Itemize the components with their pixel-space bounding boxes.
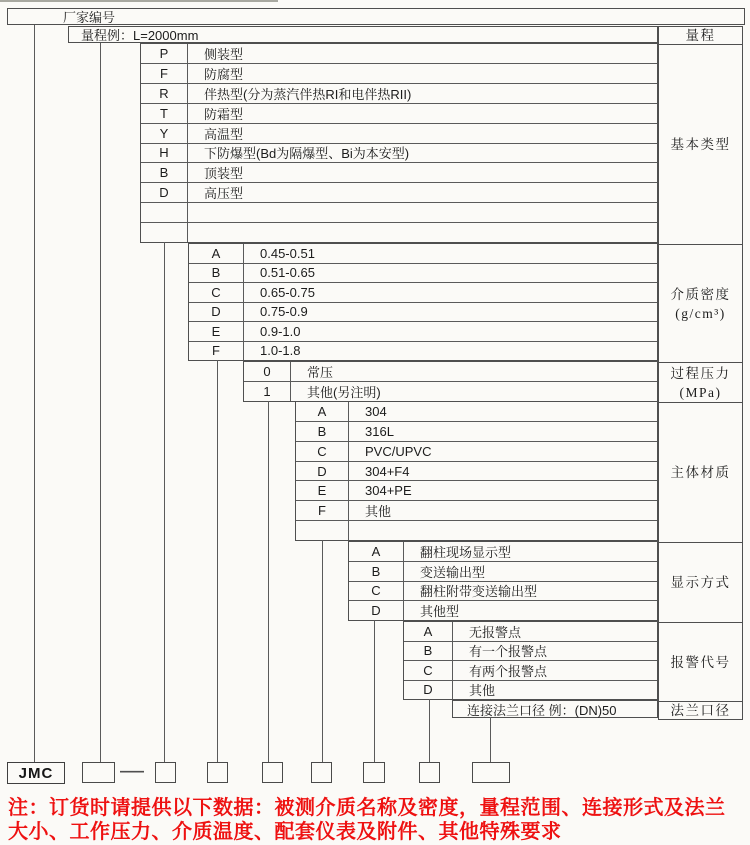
- section-flange: [452, 700, 658, 718]
- table-row: [141, 182, 657, 202]
- section-alarm: [403, 621, 658, 700]
- desc-cell: 防霜型: [204, 106, 244, 122]
- code-cell: H: [141, 144, 188, 163]
- top-edge-line: [0, 0, 278, 2]
- code-box-basic-type: [155, 762, 176, 783]
- section-pressure: [243, 361, 658, 402]
- table-row: [189, 282, 657, 302]
- connector-line: [374, 620, 375, 762]
- desc-cell: 下防爆型(Bd为隔爆型、Bi为本安型): [204, 146, 410, 162]
- desc-cell: 0.9-1.0: [260, 323, 301, 339]
- desc-cell: 高压型: [204, 186, 244, 202]
- table-row: [189, 321, 657, 341]
- flange-text: 连接法兰口径 例：(DN)50: [467, 702, 617, 718]
- table-row: [349, 581, 657, 601]
- code-cell: F: [141, 64, 188, 83]
- category-label-column: [658, 26, 743, 720]
- code-box-flange: [472, 762, 510, 783]
- code-cell: E: [296, 481, 349, 500]
- connector-line: [34, 25, 35, 762]
- code-cell: B: [349, 562, 404, 581]
- table-row: [349, 561, 657, 581]
- code-cell: A: [296, 402, 349, 421]
- label-material: 主体材质: [659, 402, 742, 542]
- range-example-label: 量程例：L=2000mm: [81, 28, 199, 43]
- manufacturer-number-row: [7, 8, 745, 25]
- table-row: [349, 600, 657, 620]
- table-row: [189, 263, 657, 283]
- desc-cell: 防腐型: [204, 66, 244, 82]
- desc-cell: 304+PE: [365, 483, 412, 499]
- table-row: [141, 222, 657, 242]
- code-cell: F: [189, 342, 244, 361]
- desc-cell: 伴热型(分为蒸汽伴热RI和电伴热RII): [204, 86, 412, 102]
- code-box-density: [207, 762, 228, 783]
- code-cell: D: [349, 601, 404, 620]
- code-box-display: [363, 762, 385, 783]
- order-note: [8, 796, 748, 844]
- table-row: [296, 520, 657, 540]
- table-row: [244, 381, 657, 401]
- code-cell: T: [141, 104, 188, 123]
- desc-cell: 高温型: [204, 126, 244, 142]
- table-row: [296, 500, 657, 520]
- code-cell: C: [296, 442, 349, 461]
- connector-line: [322, 540, 323, 762]
- code-cell: D: [189, 303, 244, 322]
- manufacturer-number-label: 厂家编号: [63, 10, 116, 25]
- desc-cell: 无报警点: [469, 624, 522, 640]
- table-row: [404, 680, 657, 700]
- label-density: 介质密度 (g/cm³): [659, 244, 742, 362]
- table-row: [141, 123, 657, 143]
- connector-line: [164, 242, 165, 762]
- table-row: [296, 480, 657, 500]
- code-cell: B: [296, 422, 349, 441]
- table-row: [189, 302, 657, 322]
- section-material: [295, 401, 658, 541]
- table-row: [296, 441, 657, 461]
- code-box-material: [311, 762, 332, 783]
- code-cell: [296, 521, 349, 540]
- code-cell: Y: [141, 124, 188, 143]
- dash-separator: —: [120, 757, 144, 784]
- connector-line: [429, 699, 430, 762]
- table-row: [296, 421, 657, 441]
- code-cell: C: [189, 283, 244, 302]
- desc-cell: 0.51-0.65: [260, 265, 315, 281]
- label-pressure: 过程压力 (MPa): [659, 362, 742, 402]
- code-cell: D: [404, 681, 453, 700]
- table-row: [296, 461, 657, 481]
- code-cell: B: [189, 264, 244, 283]
- desc-cell: 翻柱附带变送输出型: [420, 584, 538, 600]
- code-box-alarm: [419, 762, 440, 783]
- table-row: [141, 63, 657, 83]
- order-note-line1: 注：订货时请提供以下数据：被测介质名称及密度，量程范围、连接形式及法兰: [8, 797, 726, 819]
- label-alarm: 报警代号: [659, 622, 742, 701]
- desc-cell: 常压: [307, 365, 334, 380]
- connector-line: [217, 360, 218, 762]
- model-prefix-box: JMC: [7, 762, 65, 784]
- code-cell: A: [404, 622, 453, 641]
- table-row: [404, 622, 657, 641]
- code-cell: B: [141, 163, 188, 182]
- table-row: [141, 83, 657, 103]
- section-display: [348, 541, 658, 621]
- code-cell: B: [404, 642, 453, 661]
- code-cell: D: [296, 462, 349, 481]
- desc-cell: 304+F4: [365, 463, 410, 479]
- code-cell: D: [141, 183, 188, 202]
- desc-cell: 0.45-0.51: [260, 245, 315, 261]
- range-example-row: [68, 26, 658, 43]
- table-row: [189, 341, 657, 361]
- section-density: [188, 243, 658, 361]
- desc-cell: 侧装型: [204, 46, 244, 62]
- label-flange: 法兰口径: [659, 701, 742, 719]
- code-cell: 1: [244, 382, 291, 401]
- desc-cell: 0.65-0.75: [260, 284, 315, 300]
- order-note-line2: 大小、工作压力、介质温度、配套仪表及附件、其他特殊要求: [8, 821, 562, 843]
- connector-line: [100, 43, 101, 762]
- table-row: [189, 244, 657, 263]
- table-row: [141, 202, 657, 222]
- desc-cell: 1.0-1.8: [260, 343, 301, 359]
- label-basic-type: 基本类型: [659, 44, 742, 244]
- desc-cell: 变送输出型: [420, 564, 486, 580]
- section-basic-type: [140, 43, 658, 243]
- table-row: [244, 362, 657, 381]
- desc-cell: 翻柱现场显示型: [420, 544, 512, 560]
- desc-cell: PVC/UPVC: [365, 443, 432, 459]
- desc-cell: [188, 223, 657, 242]
- table-row: [296, 402, 657, 421]
- code-cell: [141, 223, 188, 242]
- code-cell: R: [141, 84, 188, 103]
- table-row: [141, 44, 657, 63]
- desc-cell: 顶装型: [204, 166, 244, 182]
- table-row: [141, 103, 657, 123]
- table-row: [404, 660, 657, 680]
- desc-cell: 316L: [365, 423, 394, 439]
- table-row: [141, 162, 657, 182]
- code-cell: F: [296, 501, 349, 520]
- code-cell: A: [349, 542, 404, 561]
- desc-cell: 有两个报警点: [469, 663, 548, 679]
- label-display: 显示方式: [659, 542, 742, 622]
- code-cell: E: [189, 322, 244, 341]
- code-cell: [141, 203, 188, 222]
- code-box-pressure: [262, 762, 283, 783]
- desc-cell: 0.75-0.9: [260, 304, 308, 320]
- desc-cell: 304: [365, 403, 387, 419]
- table-row: [141, 143, 657, 163]
- code-cell: C: [404, 661, 453, 680]
- desc-cell: [188, 203, 657, 222]
- desc-cell: 其他型: [420, 604, 460, 620]
- code-cell: 0: [244, 362, 291, 381]
- table-row: [349, 542, 657, 561]
- desc-cell: 有一个报警点: [469, 644, 548, 660]
- code-cell: C: [349, 582, 404, 601]
- label-range: 量程: [685, 28, 716, 43]
- desc-cell: 其他(另注明): [307, 385, 381, 400]
- table-row: [404, 641, 657, 661]
- connector-line: [490, 717, 491, 762]
- code-box-range: [82, 762, 115, 783]
- code-cell: A: [189, 244, 244, 263]
- desc-cell: [349, 521, 657, 540]
- desc-cell: 其他: [469, 683, 496, 699]
- code-cell: P: [141, 44, 188, 63]
- desc-cell: 其他: [365, 504, 392, 520]
- connector-line: [268, 401, 269, 762]
